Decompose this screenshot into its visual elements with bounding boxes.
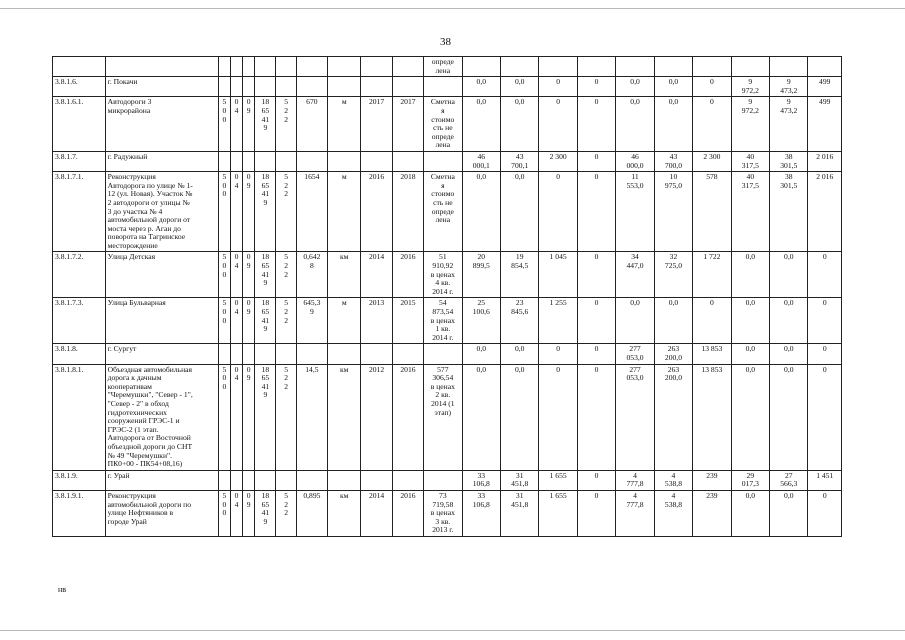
- value-cell: 0: [808, 298, 842, 344]
- name-cell: Объездная автомобильная дорога к дачным кооперативам "Черемушки", "Север - 1", "Север - 2" в обход гидротехнических сооружений ГРЭС-1 и ГРЭС-2 (1 этап. Автодорога от Восточной объездной дороги до СНТ № 49 "Черемушки". ПК0+00 - ПК54+08,16): [105, 364, 218, 470]
- value-cell: 263 200,0: [654, 364, 692, 470]
- footer-mark: нв: [58, 585, 67, 594]
- value-cell: 4 538,8: [654, 470, 692, 490]
- value-cell: 0,0: [770, 252, 808, 298]
- value-cell: 31 451,8: [500, 470, 538, 490]
- value-cell: 43 700,0: [654, 151, 692, 171]
- value-cell: 0: [808, 364, 842, 470]
- unit-cell: км: [328, 252, 361, 298]
- value-cell: 239: [693, 470, 731, 490]
- value-cell: 1 045: [539, 252, 577, 298]
- code-digit-cell: [255, 470, 276, 490]
- value-cell: 13 853: [693, 364, 731, 470]
- value-cell: 0,0: [500, 97, 538, 152]
- value-cell: 1 255: [539, 298, 577, 344]
- year-end-cell: 2016: [392, 252, 423, 298]
- code-digit-cell: 18 65 41 9: [255, 252, 276, 298]
- value-cell: 0,0: [770, 298, 808, 344]
- value-cell: 0,0: [616, 97, 654, 152]
- year-start-cell: 2017: [361, 97, 392, 152]
- length-cell: 1654: [296, 172, 327, 252]
- value-cell: 0,0: [770, 490, 808, 536]
- length-cell: [296, 77, 327, 97]
- value-cell: 0,0: [500, 172, 538, 252]
- length-cell: 0,642 8: [296, 252, 327, 298]
- code-digit-cell: [218, 77, 230, 97]
- year-start-cell: 2014: [361, 252, 392, 298]
- table-row: [53, 364, 842, 470]
- year-end-cell: [392, 344, 423, 364]
- cost-cell: [424, 470, 462, 490]
- value-cell: 38 301,5: [770, 172, 808, 252]
- value-cell: 1 655: [539, 490, 577, 536]
- name-cell: Реконструкция Автодорога по улице № 1- 12 (ул. Новая). Участок № 2 автодороги от улицы № 3 до участка № 4 автомобильной дороги от моста через р. Аган до поворота на Тагринское месторождение: [105, 172, 218, 252]
- value-cell: 0: [539, 77, 577, 97]
- table-row-group: [53, 77, 842, 97]
- value-cell: 0,0: [616, 298, 654, 344]
- code-digit-cell: 0 4: [231, 298, 243, 344]
- value-cell: 0: [577, 364, 615, 470]
- cost-cell: [424, 151, 462, 171]
- value-cell: 46 000,0: [616, 151, 654, 171]
- value-cell: 0,0: [770, 344, 808, 364]
- page-number: 38: [440, 36, 451, 48]
- value-cell: 19 854,5: [500, 252, 538, 298]
- code-cell: 3.8.1.8.: [53, 344, 106, 364]
- table-row-group: [53, 470, 842, 490]
- table-row: [53, 490, 842, 536]
- name-cell: г. Покачи: [105, 77, 218, 97]
- value-cell: 499: [808, 97, 842, 152]
- value-cell: 9 473,2: [770, 97, 808, 152]
- year-end-cell: [392, 77, 423, 97]
- code-digit-cell: 18 65 41 9: [255, 298, 276, 344]
- value-cell: 0: [577, 490, 615, 536]
- length-cell: 670: [296, 97, 327, 152]
- code-cell: 3.8.1.7.3.: [53, 298, 106, 344]
- value-cell: 4 538,8: [654, 490, 692, 536]
- unit-cell: м: [328, 97, 361, 152]
- name-cell: Реконструкция автомобильной дороги по улице Нефтяников в городе Урай: [105, 490, 218, 536]
- year-end-cell: [392, 470, 423, 490]
- code-digit-cell: [231, 77, 243, 97]
- code-cell: 3.8.1.7.2.: [53, 252, 106, 298]
- value-cell: 0,0: [654, 298, 692, 344]
- code-digit-cell: [243, 470, 255, 490]
- value-cell: 0: [808, 490, 842, 536]
- value-cell: 9 972,2: [731, 97, 769, 152]
- code-digit-cell: [255, 151, 276, 171]
- length-cell: 14,5: [296, 364, 327, 470]
- value-cell: 0: [808, 344, 842, 364]
- value-cell: 0: [577, 77, 615, 97]
- cost-cell: 51 910,92 в ценах 4 кв. 2014 г.: [424, 252, 462, 298]
- code-digit-cell: [255, 77, 276, 97]
- name-cell: Улица Бульварная: [105, 298, 218, 344]
- table-body: [53, 57, 842, 537]
- table-row: [53, 172, 842, 252]
- value-cell: 499: [808, 77, 842, 97]
- unit-cell: км: [328, 490, 361, 536]
- year-start-cell: 2012: [361, 364, 392, 470]
- value-cell: 0,0: [654, 77, 692, 97]
- code-digit-cell: 0 9: [243, 298, 255, 344]
- code-digit-cell: 5 2 2: [276, 252, 296, 298]
- code-digit-cell: [255, 344, 276, 364]
- value-cell: 20 899,5: [462, 252, 500, 298]
- value-cell: 0,0: [616, 77, 654, 97]
- unit-cell: [328, 470, 361, 490]
- code-digit-cell: 0 4: [231, 252, 243, 298]
- code-cell: 3.8.1.7.1.: [53, 172, 106, 252]
- unit-cell: [328, 151, 361, 171]
- value-cell: 0,0: [500, 344, 538, 364]
- code-digit-cell: 18 65 41 9: [255, 172, 276, 252]
- code-digit-cell: 0 9: [243, 490, 255, 536]
- value-cell: 33 106,8: [462, 490, 500, 536]
- code-digit-cell: [218, 344, 230, 364]
- value-cell: 2 016: [808, 172, 842, 252]
- name-cell: Улица Детская: [105, 252, 218, 298]
- value-cell: 23 845,6: [500, 298, 538, 344]
- table-row-group: [53, 151, 842, 171]
- value-cell: 0: [539, 344, 577, 364]
- code-cell: 3.8.1.7.: [53, 151, 106, 171]
- value-cell: 2 300: [693, 151, 731, 171]
- value-cell: 31 451,8: [500, 490, 538, 536]
- length-cell: [296, 151, 327, 171]
- code-digit-cell: 18 65 41 9: [255, 97, 276, 152]
- code-digit-cell: [276, 77, 296, 97]
- value-cell: 40 317,5: [731, 172, 769, 252]
- length-cell: [296, 344, 327, 364]
- unit-cell: м: [328, 298, 361, 344]
- code-digit-cell: 5 2 2: [276, 97, 296, 152]
- code-cell: 3.8.1.9.: [53, 470, 106, 490]
- code-digit-cell: 5 0 0: [218, 298, 230, 344]
- unit-cell: км: [328, 364, 361, 470]
- value-cell: 11 553,0: [616, 172, 654, 252]
- value-cell: 0,0: [731, 252, 769, 298]
- code-digit-cell: [276, 151, 296, 171]
- name-cell: г. Урай: [105, 470, 218, 490]
- code-digit-cell: [218, 151, 230, 171]
- table-row: [53, 252, 842, 298]
- value-cell: 0,0: [500, 364, 538, 470]
- code-cell: 3.8.1.6.1.: [53, 97, 106, 152]
- value-cell: 0: [577, 97, 615, 152]
- value-cell: 1 655: [539, 470, 577, 490]
- value-cell: 0,0: [462, 344, 500, 364]
- value-cell: 25 100,6: [462, 298, 500, 344]
- value-cell: 0: [577, 298, 615, 344]
- value-cell: 0,0: [462, 364, 500, 470]
- value-cell: 0: [693, 298, 731, 344]
- value-cell: 0,0: [500, 77, 538, 97]
- year-start-cell: [361, 470, 392, 490]
- value-cell: 4 777,8: [616, 490, 654, 536]
- value-cell: 2 300: [539, 151, 577, 171]
- value-cell: 43 700,1: [500, 151, 538, 171]
- code-digit-cell: 0 9: [243, 172, 255, 252]
- value-cell: 578: [693, 172, 731, 252]
- code-cell: 3.8.1.8.1.: [53, 364, 106, 470]
- value-cell: 46 000,1: [462, 151, 500, 171]
- code-cell: 3.8.1.9.1.: [53, 490, 106, 536]
- code-digit-cell: 5 2 2: [276, 298, 296, 344]
- code-digit-cell: 0 9: [243, 97, 255, 152]
- code-digit-cell: 5 0 0: [218, 490, 230, 536]
- value-cell: 0,0: [462, 77, 500, 97]
- value-cell: 0: [693, 77, 731, 97]
- code-digit-cell: [276, 344, 296, 364]
- code-digit-cell: 0 4: [231, 490, 243, 536]
- code-digit-cell: 0 4: [231, 364, 243, 470]
- value-cell: 32 725,0: [654, 252, 692, 298]
- value-cell: 0: [808, 252, 842, 298]
- investment-table: [52, 56, 842, 537]
- value-cell: 40 317,5: [731, 151, 769, 171]
- cost-cell: [424, 344, 462, 364]
- year-start-cell: [361, 77, 392, 97]
- value-cell: 263 200,0: [654, 344, 692, 364]
- table-row-group: [53, 344, 842, 364]
- value-cell: 0: [577, 344, 615, 364]
- value-cell: 0,0: [731, 364, 769, 470]
- value-cell: 239: [693, 490, 731, 536]
- cost-cell: 577 306,54 в ценах 2 кв. 2014 (1 этап): [424, 364, 462, 470]
- value-cell: 0: [539, 97, 577, 152]
- value-cell: 10 975,0: [654, 172, 692, 252]
- scan-edge-bottom: [0, 630, 905, 631]
- code-digit-cell: 18 65 41 9: [255, 364, 276, 470]
- code-digit-cell: 5 2 2: [276, 490, 296, 536]
- value-cell: 0,0: [731, 298, 769, 344]
- code-digit-cell: 5 0 0: [218, 97, 230, 152]
- length-cell: 645,3 9: [296, 298, 327, 344]
- cost-cell: 73 719,58 в ценах 3 кв. 2013 г.: [424, 490, 462, 536]
- code-digit-cell: 5 0 0: [218, 172, 230, 252]
- cost-cell: опреде лена: [424, 57, 462, 77]
- value-cell: 277 053,0: [616, 364, 654, 470]
- value-cell: 4 777,8: [616, 470, 654, 490]
- value-cell: 0: [577, 470, 615, 490]
- value-cell: 38 301,5: [770, 151, 808, 171]
- value-cell: 0: [693, 97, 731, 152]
- value-cell: 0: [577, 172, 615, 252]
- code-digit-cell: 5 0 0: [218, 364, 230, 470]
- value-cell: 9 972,2: [731, 77, 769, 97]
- value-cell: 0,0: [731, 490, 769, 536]
- value-cell: 29 017,3: [731, 470, 769, 490]
- year-end-cell: 2018: [392, 172, 423, 252]
- cost-cell: [424, 77, 462, 97]
- value-cell: 0,0: [654, 97, 692, 152]
- scan-edge-top: [0, 8, 905, 9]
- value-cell: 33 106,8: [462, 470, 500, 490]
- code-digit-cell: [218, 470, 230, 490]
- length-cell: [296, 470, 327, 490]
- code-digit-cell: 0 4: [231, 172, 243, 252]
- table-row: [53, 97, 842, 152]
- value-cell: 0: [577, 252, 615, 298]
- year-end-cell: [392, 151, 423, 171]
- year-end-cell: 2015: [392, 298, 423, 344]
- value-cell: 2 016: [808, 151, 842, 171]
- cost-cell: Сметна я стоимо сть не опреде лена: [424, 97, 462, 152]
- value-cell: 34 447,0: [616, 252, 654, 298]
- value-cell: 13 853: [693, 344, 731, 364]
- code-digit-cell: 5 2 2: [276, 172, 296, 252]
- name-cell: Автодороги 3 микрорайона: [105, 97, 218, 152]
- code-digit-cell: [243, 344, 255, 364]
- table-row-continuation: [53, 57, 842, 77]
- value-cell: 0,0: [462, 97, 500, 152]
- value-cell: 277 053,0: [616, 344, 654, 364]
- table-row: [53, 298, 842, 344]
- value-cell: 0,0: [731, 344, 769, 364]
- code-digit-cell: 0 4: [231, 97, 243, 152]
- code-digit-cell: 5 2 2: [276, 364, 296, 470]
- name-cell: г. Радужный: [105, 151, 218, 171]
- value-cell: 1 451: [808, 470, 842, 490]
- length-cell: 0,895: [296, 490, 327, 536]
- value-cell: 0,0: [462, 172, 500, 252]
- code-digit-cell: [243, 151, 255, 171]
- code-digit-cell: [231, 470, 243, 490]
- value-cell: 0: [577, 151, 615, 171]
- unit-cell: м: [328, 172, 361, 252]
- code-digit-cell: [243, 77, 255, 97]
- year-end-cell: 2016: [392, 364, 423, 470]
- value-cell: 1 722: [693, 252, 731, 298]
- year-start-cell: 2013: [361, 298, 392, 344]
- unit-cell: [328, 77, 361, 97]
- year-end-cell: 2016: [392, 490, 423, 536]
- value-cell: 0,0: [770, 364, 808, 470]
- year-start-cell: 2014: [361, 490, 392, 536]
- code-digit-cell: [231, 151, 243, 171]
- value-cell: 0: [539, 172, 577, 252]
- code-digit-cell: 18 65 41 9: [255, 490, 276, 536]
- year-start-cell: 2016: [361, 172, 392, 252]
- code-cell: 3.8.1.6.: [53, 77, 106, 97]
- code-digit-cell: 0 9: [243, 252, 255, 298]
- code-digit-cell: 5 0 0: [218, 252, 230, 298]
- code-digit-cell: [276, 470, 296, 490]
- code-digit-cell: [231, 344, 243, 364]
- code-digit-cell: 0 9: [243, 364, 255, 470]
- cost-cell: Сметна я стоимо сть не опреде лена: [424, 172, 462, 252]
- value-cell: 0: [539, 364, 577, 470]
- year-start-cell: [361, 344, 392, 364]
- value-cell: 27 566,3: [770, 470, 808, 490]
- year-end-cell: 2017: [392, 97, 423, 152]
- name-cell: г. Сургут: [105, 344, 218, 364]
- unit-cell: [328, 344, 361, 364]
- year-start-cell: [361, 151, 392, 171]
- value-cell: 9 473,2: [770, 77, 808, 97]
- cost-cell: 54 873,54 в ценах 1 кв. 2014 г.: [424, 298, 462, 344]
